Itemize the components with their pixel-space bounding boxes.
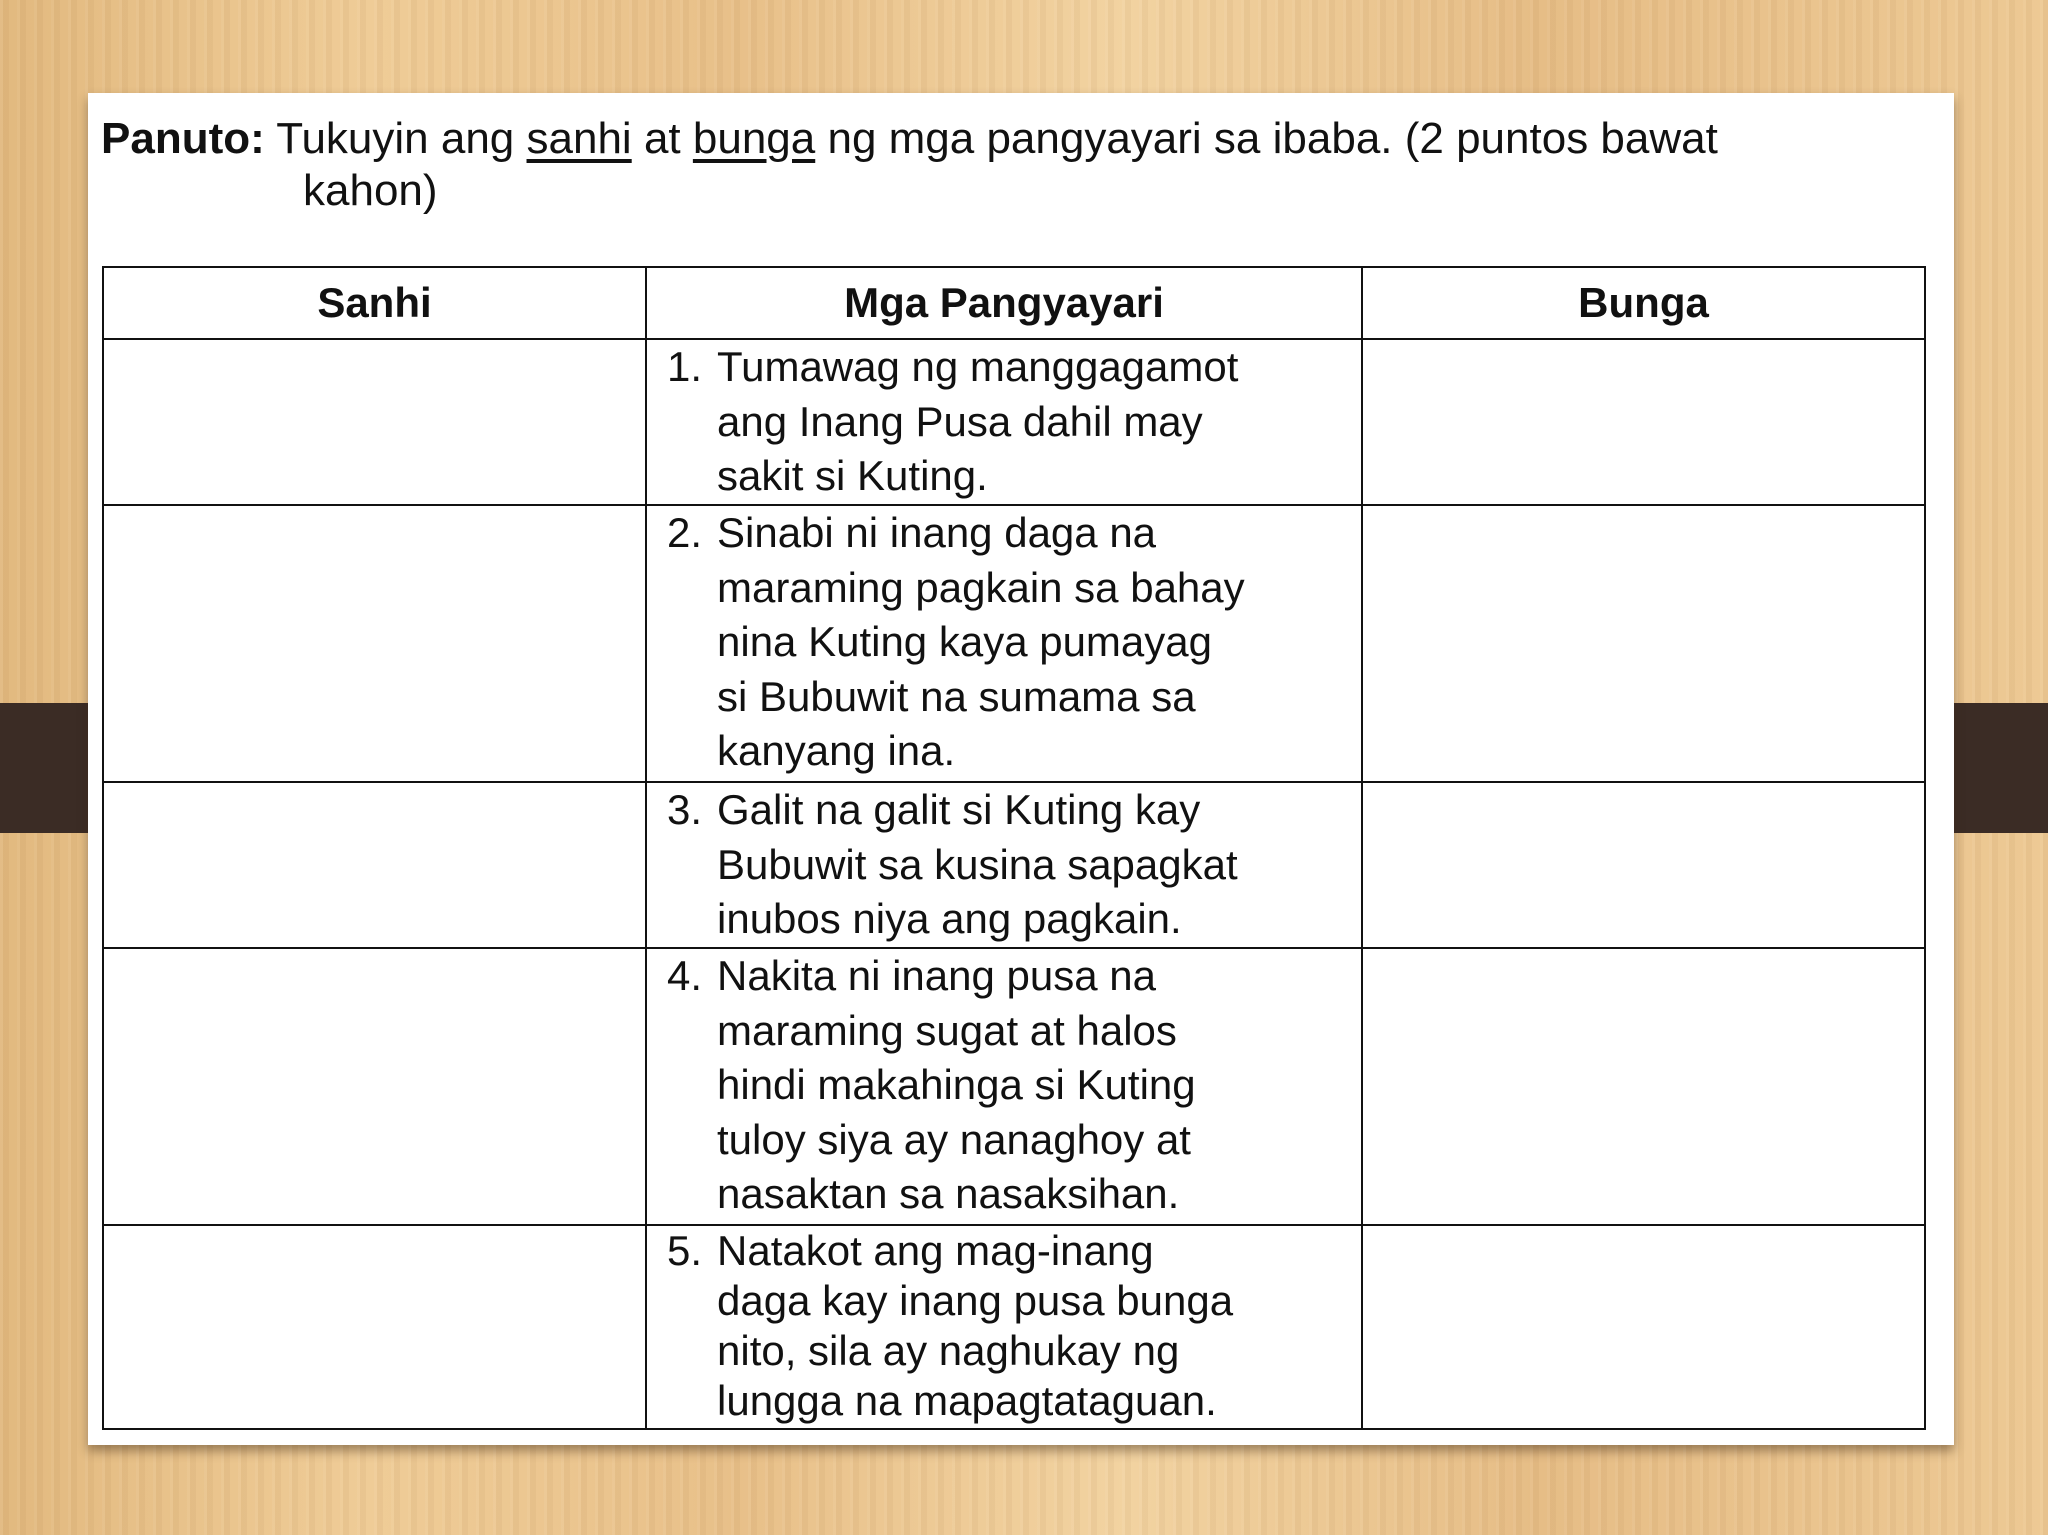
event-line: hindi makahinga si Kuting xyxy=(717,1061,1196,1108)
sanhi-answer-cell[interactable] xyxy=(103,505,646,782)
instruction-line2: kahon) xyxy=(303,166,438,215)
instruction-post: ng mga pangyayari sa ibaba. (2 puntos bawat xyxy=(827,114,1718,163)
keyword-bunga: bunga xyxy=(692,114,816,163)
header-sanhi: Sanhi xyxy=(103,267,646,339)
event-line: lungga na mapagtataguan. xyxy=(717,1377,1217,1424)
event-line: Nakita ni inang pusa na xyxy=(717,952,1156,999)
event-line: tuloy siya ay nanaghoy at xyxy=(717,1115,1191,1163)
event-number: 1. xyxy=(667,343,703,390)
event-line: Sinabi ni inang daga na xyxy=(717,509,1157,556)
bunga-answer-cell[interactable] xyxy=(1362,782,1925,948)
event-line: Galit na galit si Kuting kay xyxy=(717,786,1201,833)
table-row xyxy=(103,948,1925,1225)
event-line: inubos niya ang pagkain. xyxy=(717,895,1182,942)
bunga-answer-cell[interactable] xyxy=(1362,1225,1925,1429)
event-line: sakit si Kuting. xyxy=(717,452,988,499)
event-line: Bubuwit sa kusina sapagkat xyxy=(717,840,1238,888)
table-row xyxy=(103,1225,1925,1429)
instruction-pre: Tukuyin ang xyxy=(276,114,515,163)
instruction-label: Panuto: xyxy=(101,114,265,163)
event-cell xyxy=(646,1225,1362,1429)
bunga-answer-cell[interactable] xyxy=(1362,948,1925,1225)
event-line: daga kay inang pusa bunga xyxy=(717,1277,1234,1324)
sanhi-answer-cell[interactable] xyxy=(103,1225,646,1429)
worksheet-page xyxy=(88,93,1954,1445)
cause-effect-table xyxy=(102,266,1926,1430)
event-line: kanyang ina. xyxy=(717,727,956,774)
event-line: nito, sila ay naghukay ng xyxy=(717,1327,1180,1374)
event-line: Natakot ang mag-inang xyxy=(717,1227,1154,1274)
instruction-text xyxy=(101,113,1951,217)
header-bunga: Bunga xyxy=(1362,267,1925,339)
event-line: si Bubuwit na sumama sa xyxy=(717,672,1196,720)
event-cell xyxy=(646,505,1362,782)
event-cell xyxy=(646,782,1362,948)
event-line: maraming sugat at halos xyxy=(717,1006,1177,1054)
sanhi-answer-cell[interactable] xyxy=(103,782,646,948)
instruction-mid: at xyxy=(643,114,681,163)
event-number: 3. xyxy=(667,786,703,833)
event-line: nina Kuting kaya pumayag xyxy=(717,618,1212,665)
bunga-answer-cell[interactable] xyxy=(1362,339,1925,505)
table-row xyxy=(103,339,1925,505)
event-cell xyxy=(646,339,1362,505)
event-cell xyxy=(646,948,1362,1225)
sanhi-answer-cell[interactable] xyxy=(103,339,646,505)
event-number: 5. xyxy=(667,1227,703,1274)
table-row xyxy=(103,505,1925,782)
sanhi-answer-cell[interactable] xyxy=(103,948,646,1225)
event-line: nasaktan sa nasaksihan. xyxy=(717,1170,1180,1217)
event-number: 4. xyxy=(667,952,703,999)
keyword-sanhi: sanhi xyxy=(526,114,632,163)
event-number: 2. xyxy=(667,509,703,556)
bunga-answer-cell[interactable] xyxy=(1362,505,1925,782)
event-line: ang Inang Pusa dahil may xyxy=(717,397,1203,445)
event-line: maraming pagkain sa bahay xyxy=(717,563,1245,611)
table-row xyxy=(103,782,1925,948)
table-header-row xyxy=(103,267,1925,339)
header-mga-pangyayari: Mga Pangyayari xyxy=(646,267,1362,339)
event-line: Tumawag ng manggagamot xyxy=(717,343,1239,390)
